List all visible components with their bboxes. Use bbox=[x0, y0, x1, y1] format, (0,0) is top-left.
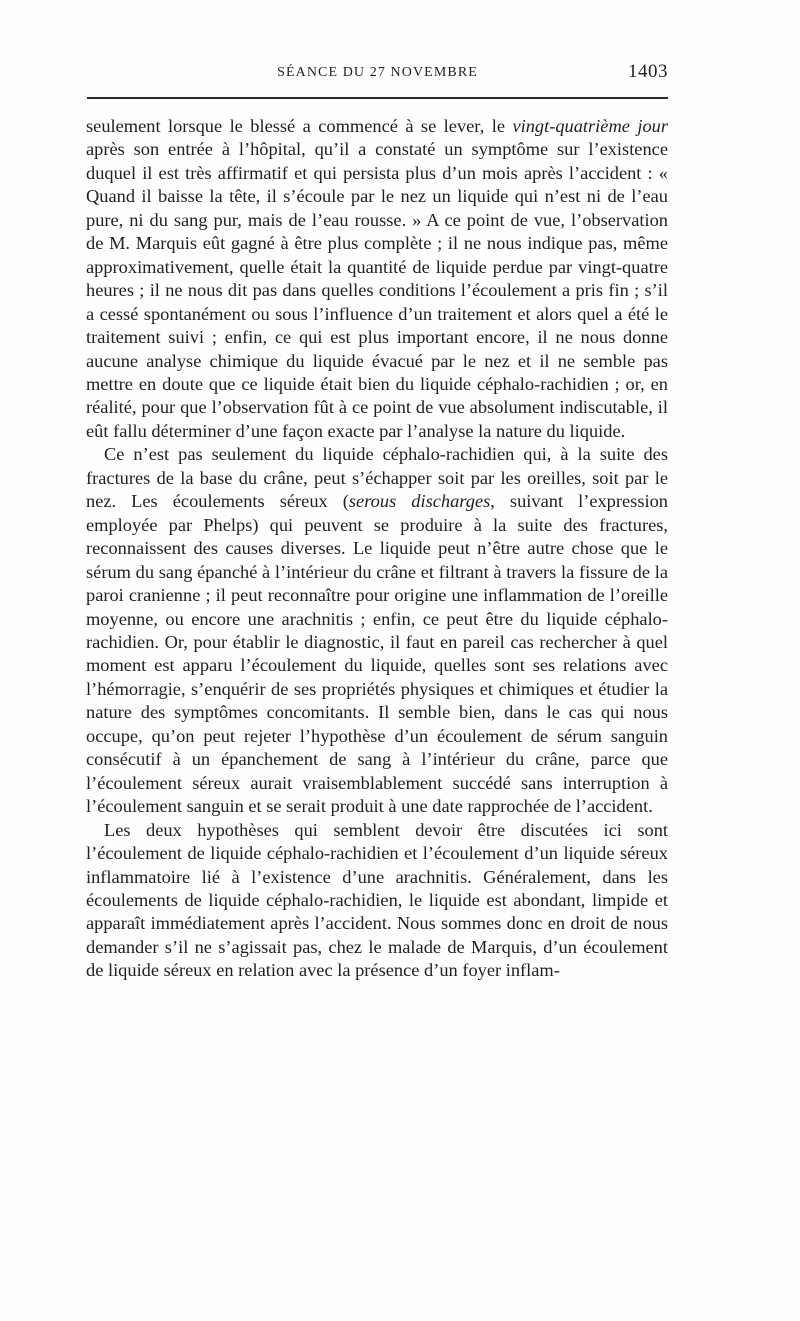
paragraph-3: Les deux hypothèses qui semblent devoir être discutées ici sont l’écoulement de liquide céphalo-rachidien et l’écoulement d’un liquide séreux inflammatoire lié à l’existence d’une arachnitis. Généralement, dans les écoulements de liquide céphalo-rachidien, le liquide est abondant, limpide et apparaît immédiatement après l’accident. Nous sommes donc en droit de nous demander s’il ne s’agissait pas, chez le malade de Marquis, d’un écoulement de liquide séreux en relation avec la présence d’un foyer inflam- bbox=[86, 819, 668, 981]
paragraph-1-italic-phrase: vingt-quatrième jour bbox=[512, 116, 668, 136]
paragraph-2-text-start: Ce n’est pas seulement du liquide céphalo-rachidien qui, à la suite des fractures de la base du crâne, peut s’échapper soit par les oreilles, soit par le nez. Les écoulements séreux ( bbox=[86, 444, 668, 512]
paragraph-1 bbox=[86, 115, 668, 443]
paragraph-2-italic-phrase: serous discharges bbox=[348, 491, 491, 512]
paragraph-2 bbox=[86, 443, 668, 818]
paragraph-2-text-end: , suivant l’expression employée par Phelps) qui peuvent se produire à la suite des fractures, reconnaissent des causes diverses. Le liquide peut n’être autre chose que le sérum du sang épanché à l’intérieur du crâne et filtrant à travers la fissure de la paroi cranienne ; il peut reconnaître pour origine une inflammation de l’oreille moyenne, ou encore une arachnitis ; enfin, ce peut être du liquide céphalo-rachidien. Or, pour établir le diagnostic, il faut en pareil cas rechercher à quel moment est apparu l’écoulement du liquide, quelles sont ses relations avec l’hémorragie, s’enquérir de ses propriétés physiques et chimiques et étudier la nature des symptômes concomitants. Il semble bien, dans le cas qui nous occupe, qu’on peut rejeter l’hypothèse d’un écoulement de sérum sanguin consécutif à un épanchement de sang à l’intérieur du crâne, parce que l’écoulement séreux aurait vraisemblablement succédé sans interruption à l’écoulement sanguin et se serait produit à une date rapprochée de l’accident. bbox=[86, 491, 668, 817]
header-rule bbox=[87, 97, 668, 99]
running-head bbox=[87, 60, 668, 86]
paragraph-1-text-end: après son entrée à l’hôpital, qu’il a constaté un symptôme sur l’existence duquel il est très affirmatif et qui persista plus d’un mois après l’accident : « Quand il baisse la tête, il s’écoule par le nez un liquide qui n’est ni de l’eau pure, ni du sang pur, mais de l’eau rousse. » A ce point de vue, l’observation de M. Marquis eût gagné à être plus complète ; il ne nous indique pas, même approximativement, quelle était la quantité de liquide perdue par vingt-quatre heures ; il ne nous dit pas dans quelles conditions l’écoulement a pris fin ; s’il a cessé spontanément ou sous l’influence d’un traitement et alors quel a été le traitement suivi ; enfin, ce qui est plus important encore, il ne nous donne aucune analyse chimique du liquide évacué par le nez et il ne semble pas mettre en doute que ce liquide était bien du liquide céphalo-rachidien ; or, en réalité, pour que l’observation fût à ce point de vue absolument indiscutable, il eût fallu déterminer d’une façon exacte par l’analyse la nature du liquide. bbox=[86, 139, 668, 441]
running-title: SÉANCE DU 27 NOVEMBRE bbox=[277, 65, 478, 80]
page-number: 1403 bbox=[628, 61, 668, 82]
paragraph-1-text-start: seulement lorsque le blessé a commencé à se lever, le bbox=[86, 116, 513, 136]
body-text bbox=[86, 115, 668, 983]
